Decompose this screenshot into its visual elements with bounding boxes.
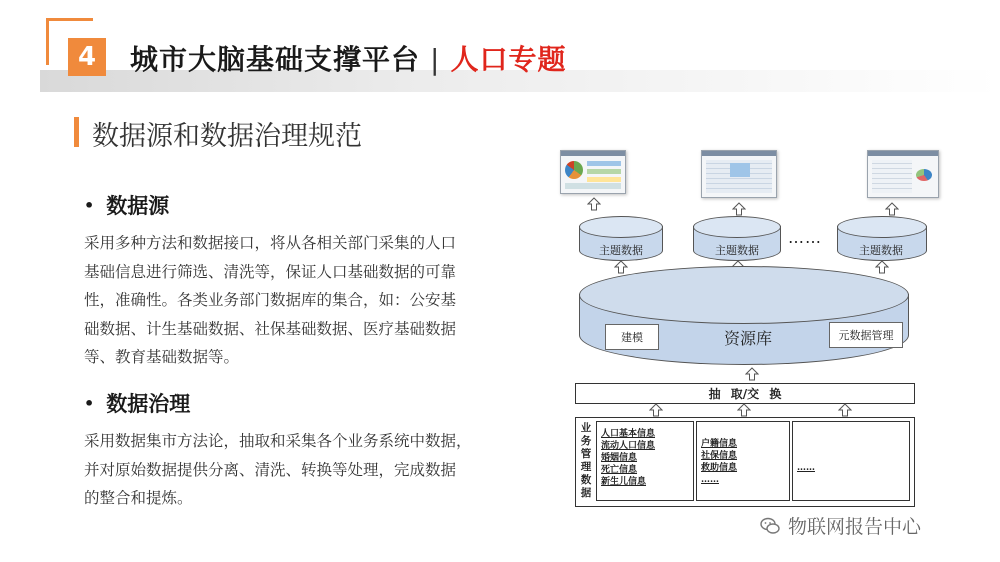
resource-repository: [579, 266, 909, 366]
business-data-panel: [575, 417, 915, 507]
topic-data-cylinder: [837, 216, 927, 262]
side-char: 据: [580, 487, 592, 499]
side-char: 务: [580, 435, 592, 447]
modeling-box: 建模: [605, 324, 659, 350]
business-item: 死亡信息: [601, 465, 638, 475]
business-column-3: [792, 421, 910, 501]
title-main: 城市大脑基础支撑平台: [130, 43, 421, 76]
business-side-label: [579, 422, 593, 500]
topic-data-cylinder: [693, 216, 781, 262]
arrow-up-icon: [732, 202, 746, 216]
business-column-2: [696, 421, 790, 501]
dashboard-thumbnail: [560, 150, 626, 194]
repository-label: 资源库: [724, 329, 773, 348]
side-char: 数: [580, 474, 592, 486]
bullet-dot: •: [84, 196, 95, 215]
paragraph-line: 基础信息进行筛选、清洗等，保证人口基础数据的可靠: [84, 262, 457, 281]
topic-ellipsis: ……: [788, 228, 822, 247]
report-thumbnail: [867, 150, 939, 198]
arrow-up-icon: [587, 197, 601, 211]
paragraph-line: 性，准确性。各类业务部门数据库的集合，如：公安基: [84, 291, 457, 309]
bullet-dot: •: [84, 394, 95, 413]
watermark: [760, 512, 921, 539]
paragraph-line: 等、教育基础数据等。: [84, 348, 240, 366]
arrow-up-icon: [737, 403, 751, 417]
table-thumbnail: [701, 150, 777, 198]
paragraph-line: 的整合和提炼。: [84, 489, 193, 507]
business-item: 人口基本信息: [601, 429, 656, 439]
arrow-up-icon: [885, 202, 899, 216]
bullet-heading-text: 数据治理: [106, 392, 191, 416]
business-item: 救助信息: [701, 463, 738, 473]
arrow-up-icon: [838, 403, 852, 417]
bullet-heading-source: [84, 190, 169, 220]
page-title: [130, 38, 566, 78]
arrow-up-icon: [649, 403, 663, 417]
paragraph-line: 并对原始数据提供分离、清洗、转换等处理，完成数据: [84, 460, 457, 479]
paragraph-governance: [84, 427, 524, 513]
bullet-heading-governance: [84, 388, 190, 418]
arrow-up-icon: [745, 367, 759, 381]
paragraph-line: 采用多种方法和数据接口，将从各相关部门采集的人口: [84, 234, 457, 252]
business-item: ……: [797, 463, 815, 473]
section-title: 数据源和数据治理规范: [92, 121, 362, 152]
topic-data-cylinder: [579, 216, 663, 262]
paragraph-line: 础数据、计生基础数据、社保基础数据、医疗基础数据: [84, 319, 457, 338]
side-char: 理: [580, 461, 592, 473]
business-item: 新生儿信息: [601, 477, 647, 487]
title-subtitle: 人口专题: [450, 43, 567, 76]
section-accent-bar: [74, 117, 79, 147]
business-item: 户籍信息: [701, 439, 738, 449]
business-column-1: [596, 421, 694, 501]
bullet-heading-text: 数据源: [106, 194, 170, 218]
business-item: 婚姻信息: [601, 453, 638, 463]
side-char: 业: [580, 422, 592, 434]
watermark-text: 物联网报告中心: [788, 516, 922, 538]
title-separator: |: [430, 43, 441, 76]
architecture-diagram: [555, 140, 935, 520]
topic-data-label: 主题数据: [859, 244, 903, 257]
business-item: 流动人口信息: [601, 441, 656, 451]
paragraph-line: 采用数据集市方法论，抽取和采集各个业务系统中数据，: [84, 432, 472, 450]
topic-data-label: 主题数据: [715, 244, 759, 257]
extract-exchange-bar: 抽 取/交 换: [575, 383, 915, 404]
paragraph-source: [84, 229, 524, 372]
topic-data-label: 主题数据: [599, 244, 643, 257]
business-item: 社保信息: [701, 451, 738, 461]
side-char: 管: [580, 448, 592, 460]
wechat-icon: [760, 516, 780, 536]
business-item: ……: [701, 475, 719, 485]
metadata-box: 元数据管理: [829, 322, 903, 348]
section-number: 4: [68, 38, 106, 76]
